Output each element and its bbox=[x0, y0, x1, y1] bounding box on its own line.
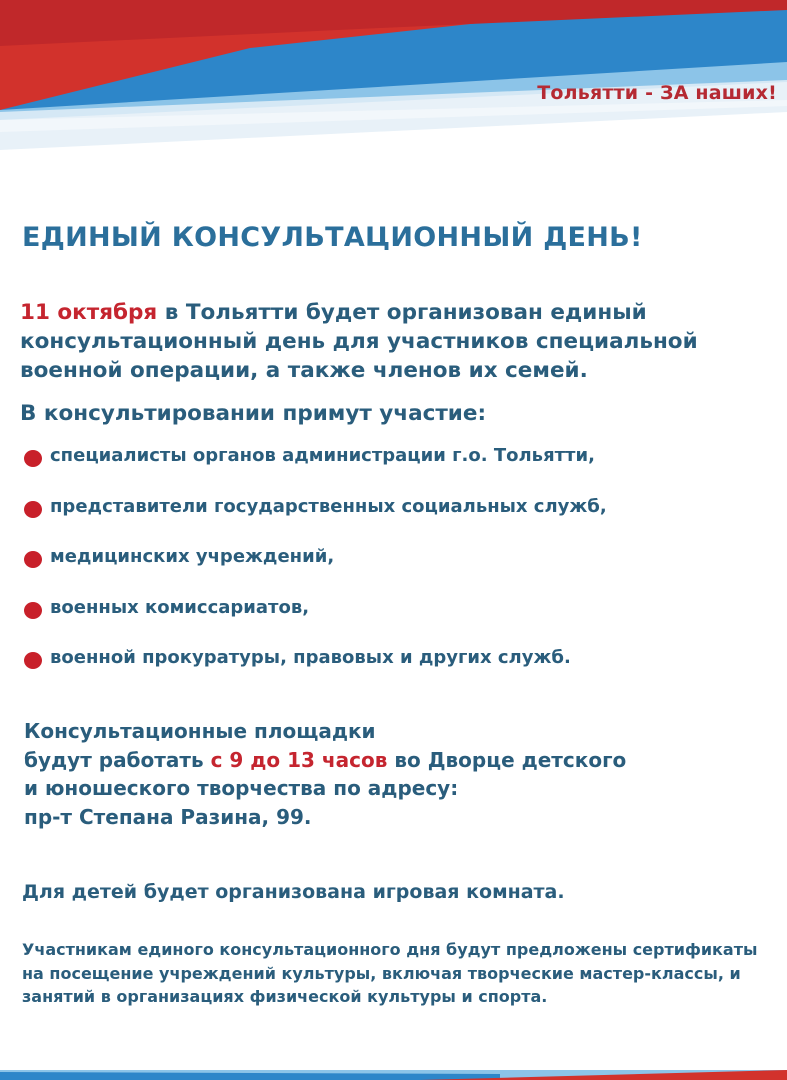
participants-title: В консультировании примут участие: bbox=[20, 401, 487, 426]
venue-address: пр-т Степана Разина, 99. bbox=[24, 804, 312, 829]
bullet-dot-icon bbox=[24, 450, 42, 467]
kids-room-note: Для детей будет организована игровая комната. bbox=[22, 881, 565, 903]
venue-block bbox=[24, 717, 626, 831]
slogan: Тольятти - ЗА наших! bbox=[537, 82, 777, 104]
bullet-dot-icon bbox=[24, 602, 42, 619]
list-item-text: военных комиссариатов, bbox=[50, 596, 310, 618]
intro-text: в Тольятти будет организован единый консультационный день для участников специальной военной операции, а также членов их семей. bbox=[20, 300, 698, 383]
venue-line bbox=[24, 746, 626, 775]
bullet-dot-icon bbox=[24, 551, 42, 568]
list-item bbox=[22, 543, 607, 594]
list-item-text: медицинских учреждений, bbox=[50, 546, 335, 567]
page-title: ЕДИНЫЙ КОНСУЛЬТАЦИОННЫЙ ДЕНЬ! bbox=[22, 222, 643, 253]
venue-text: будут работать bbox=[24, 747, 211, 772]
list-item-text: специалисты органов администрации г.о. Тольятти, bbox=[50, 445, 595, 466]
intro-paragraph bbox=[20, 298, 785, 385]
bullet-dot-icon bbox=[24, 501, 42, 518]
venue-text: во Дворце детского bbox=[387, 747, 627, 772]
list-item-text: военной прокуратуры, правовых и других служб. bbox=[50, 647, 571, 668]
venue-line: Консультационные площадки bbox=[24, 719, 376, 743]
list-item bbox=[22, 594, 607, 645]
list-item bbox=[22, 644, 607, 695]
list-item bbox=[22, 442, 607, 493]
participants-list bbox=[22, 442, 607, 695]
certificates-note: Участникам единого консультационного дня будут предложены сертификаты на посещение учреждений культуры, включая творческие мастер-классы, и занятий в организациях физической культуры и спорта. bbox=[22, 940, 758, 1006]
header-banner bbox=[0, 0, 787, 150]
list-item-text: представители государственных социальных служб, bbox=[50, 495, 607, 517]
venue-line: и юношеского творчества по адресу: bbox=[24, 776, 459, 800]
working-hours: с 9 до 13 часов bbox=[210, 747, 388, 772]
event-date: 11 октября bbox=[20, 300, 158, 325]
footer-stripe bbox=[0, 1066, 787, 1080]
list-item bbox=[22, 493, 607, 544]
bullet-dot-icon bbox=[24, 652, 42, 669]
